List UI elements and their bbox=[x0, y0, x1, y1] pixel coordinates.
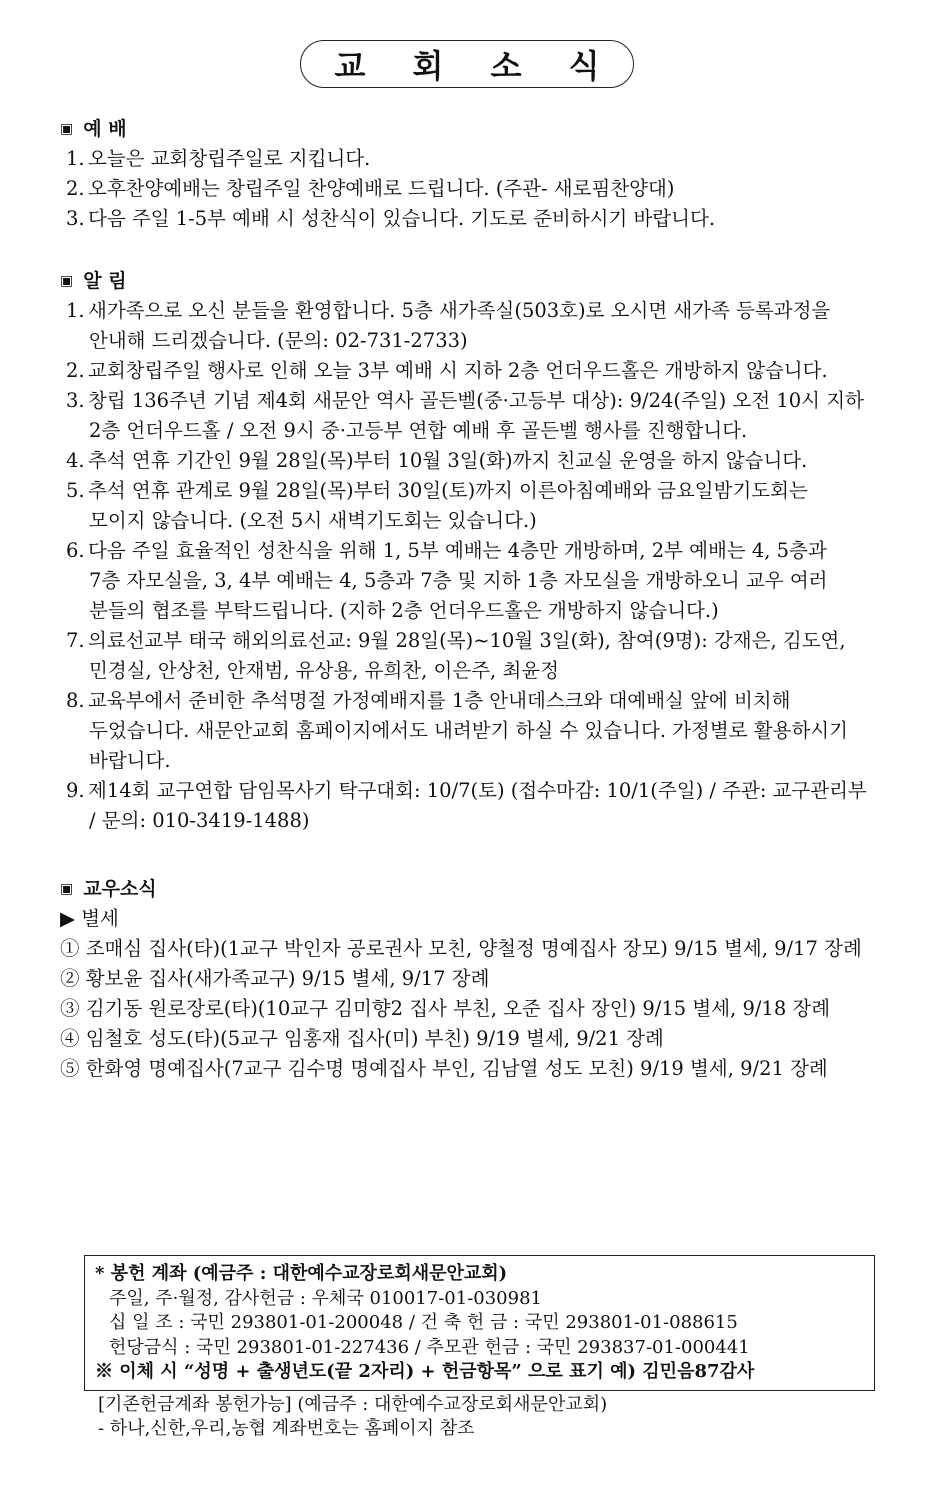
notice-item bbox=[60, 446, 900, 476]
item-text: 분들의 협조를 부탁드립니다. (지하 2층 언더우드홀은 개방하지 않습니다.) bbox=[89, 599, 719, 622]
item-text: 두었습니다. 새문안교회 홈페이지에서도 내려받기 하실 수 있습니다. 가정별로 활용하시기 bbox=[89, 719, 848, 742]
item-text: 제14회 교구연합 담임목사기 탁구대회: 10/7(토) (접수마감: 10/1(주일) / 주관: 교구관리부 bbox=[88, 779, 867, 802]
item-number: 4. bbox=[66, 449, 85, 472]
item-number: 5. bbox=[66, 479, 85, 502]
obituary-item: ⑤ 한화영 명예집사(7교구 김수명 명예집사 부인, 김남열 성도 모친) 9/19 별세, 9/21 장례 bbox=[60, 1057, 828, 1080]
notices-section bbox=[60, 266, 900, 836]
obituary-item: ② 황보윤 집사(새가족교구) 9/15 별세, 9/17 장례 bbox=[60, 967, 490, 990]
notice-item bbox=[60, 626, 900, 686]
item-text: 2층 언더우드홀 / 오전 9시 중·고등부 연합 예배 후 골든벨 행사를 진행합니다. bbox=[89, 419, 748, 442]
item-text: 안내해 드리겠습니다. (문의: 02-731-2733) bbox=[89, 329, 468, 352]
worship-section bbox=[60, 114, 900, 234]
notice-item bbox=[60, 386, 900, 446]
item-number: 2. bbox=[66, 177, 85, 200]
page-title: 교 회 소 식 bbox=[334, 47, 618, 85]
item-number: 1. bbox=[66, 147, 85, 170]
offering-accounts-box bbox=[84, 1255, 875, 1391]
item-text: 교육부에서 준비한 추석명절 가정예배지를 1층 안내데스크와 대예배실 앞에 비치해 bbox=[88, 689, 791, 712]
notice-item bbox=[60, 356, 900, 386]
legacy-accounts-line: [기존헌금계좌 봉헌가능] (예금주 : 대한예수교장로회새문안교회) bbox=[98, 1394, 608, 1415]
worship-title: 예 배 bbox=[83, 118, 127, 140]
item-number: 9. bbox=[66, 779, 85, 802]
square-bullet-icon: ▣ bbox=[60, 273, 74, 289]
offering-line: 십 일 조 : 국민 293801-01-200048 / 건 축 헌 금 : 국민 293801-01-088615 bbox=[109, 1312, 738, 1333]
obituary-item: ③ 김기동 원로장로(타)(10교구 김미향2 집사 부친, 오준 집사 장인) 9/15 별세, 9/18 장례 bbox=[60, 997, 831, 1020]
members-heading bbox=[60, 874, 900, 904]
notice-item bbox=[60, 776, 900, 836]
worship-heading bbox=[60, 114, 900, 144]
notice-item bbox=[60, 296, 900, 356]
item-text: 새가족으로 오신 분들을 환영합니다. 5층 새가족실(503호)로 오시면 새가족 등록과정을 bbox=[88, 299, 831, 322]
obituary-item: ① 조매심 집사(타)(1교구 박인자 공로권사 모친, 양철정 명예집사 장모) 9/15 별세, 9/17 장례 bbox=[60, 937, 862, 960]
item-text: 7층 자모실을, 3, 4부 예배는 4, 5층과 7층 및 지하 1층 자모실을 개방하오니 교우 여러 bbox=[89, 569, 828, 592]
members-title: 교우소식 bbox=[83, 878, 157, 900]
worship-item bbox=[60, 204, 900, 234]
item-number: 1. bbox=[66, 299, 85, 322]
offering-line: 주일, 주·월정, 감사헌금 : 우체국 010017-01-030981 bbox=[109, 1287, 542, 1309]
footer-note bbox=[98, 1393, 607, 1441]
item-text: 추석 연휴 기간인 9월 28일(목)부터 10월 3일(화)까지 친교실 운영을 하지 않습니다. bbox=[88, 449, 808, 472]
item-text: 민경실, 안상천, 안재범, 유상용, 유희찬, 이은주, 최윤정 bbox=[89, 659, 559, 682]
notices-list bbox=[60, 296, 900, 836]
item-text: 오늘은 교회창립주일로 지킵니다. bbox=[88, 147, 371, 170]
item-number: 7. bbox=[66, 629, 85, 652]
item-text: 모이지 않습니다. (오전 5시 새벽기도회는 있습니다.) bbox=[89, 509, 537, 532]
item-number: 3. bbox=[66, 389, 85, 412]
item-text: 추석 연휴 관계로 9월 28일(목)부터 30일(토)까지 이른아침예배와 금요일밤기도회는 bbox=[88, 479, 808, 502]
item-text: 바랍니다. bbox=[89, 749, 171, 772]
item-text: 다음 주일 효율적인 성찬식을 위해 1, 5부 예배는 4층만 개방하며, 2부 예배는 4, 5층과 bbox=[88, 539, 827, 562]
transfer-note: ※ 이체 시 “성명 + 출생년도(끝 2자리) + 헌금항목” 으로 표기 예) 김민음87감사 bbox=[95, 1361, 755, 1382]
offering-line: 헌당금식 : 국민 293801-01-227436 / 추모관 헌금 : 국민 293837-01-000441 bbox=[109, 1336, 750, 1358]
obituary-subheading: ▶ 별세 bbox=[60, 907, 119, 930]
item-number: 8. bbox=[66, 689, 85, 712]
item-text: 교회창립주일 행사로 인해 오늘 3부 예배 시 지하 2층 언더우드홀은 개방하지 않습니다. bbox=[88, 359, 828, 382]
item-text: 의료선교부 태국 해외의료선교: 9월 28일(목)~10월 3일(화), 참여(9명): 강재은, 김도연, bbox=[88, 629, 846, 652]
square-bullet-icon: ▣ bbox=[60, 881, 74, 897]
title-box bbox=[300, 40, 634, 88]
notice-item bbox=[60, 476, 900, 536]
bank-accounts-line: - 하나,신한,우리,농협 계좌번호는 홈페이지 참조 bbox=[98, 1418, 475, 1439]
notice-item bbox=[60, 686, 900, 776]
notice-item bbox=[60, 536, 900, 626]
item-text: 다음 주일 1-5부 예배 시 성찬식이 있습니다. 기도로 준비하시기 바랍니다. bbox=[88, 207, 716, 230]
obituary-list bbox=[60, 934, 900, 1084]
square-bullet-icon: ▣ bbox=[60, 121, 74, 137]
item-text: / 문의: 010-3419-1488) bbox=[89, 809, 310, 832]
item-number: 3. bbox=[66, 207, 85, 230]
offering-heading: * 봉헌 계좌 (예금주 : 대한예수교장로회새문안교회) bbox=[95, 1263, 508, 1284]
item-text: 창립 136주년 기념 제4회 새문안 역사 골든벨(중·고등부 대상): 9/24(주일) 오전 10시 지하 bbox=[88, 389, 864, 412]
worship-list bbox=[60, 144, 900, 234]
worship-item bbox=[60, 144, 900, 174]
notices-title: 알 림 bbox=[83, 270, 127, 292]
item-number: 6. bbox=[66, 539, 85, 562]
item-number: 2. bbox=[66, 359, 85, 382]
notices-heading bbox=[60, 266, 900, 296]
worship-item bbox=[60, 174, 900, 204]
item-text: 오후찬양예배는 창립주일 찬양예배로 드립니다. (주관- 새로핌찬양대) bbox=[88, 177, 675, 200]
obituary-item: ④ 임철호 성도(타)(5교구 임홍재 집사(미) 부친) 9/19 별세, 9/21 장례 bbox=[60, 1027, 664, 1050]
members-section bbox=[60, 874, 900, 1084]
